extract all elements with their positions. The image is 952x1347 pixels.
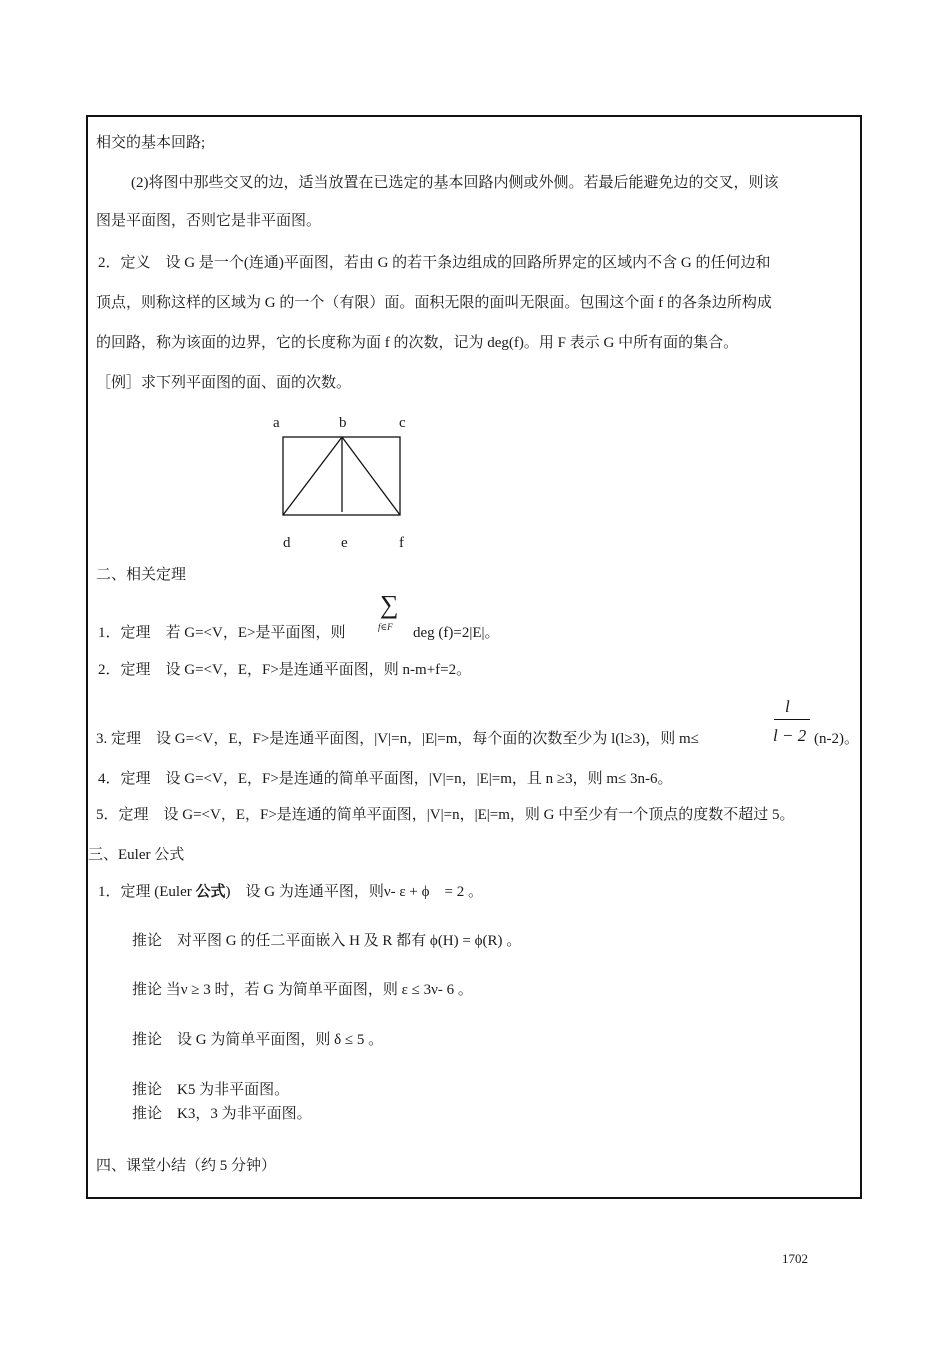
- corollary-1: 推论 对平图 G 的任二平面嵌入 H 及 R 都有 ϕ(H) = ϕ(R) 。: [132, 933, 522, 949]
- euler-theorem-end: ) 设 G 为连通平图，则ν- ε + ϕ = 2 。: [225, 884, 483, 900]
- page-number: 1702: [782, 1251, 808, 1266]
- theorem-5: 5．定理 设 G=<V，E，F>是连通的简单平面图，|V|=n，|E|=m，则 G 中至少有一个顶点的度数不超过 5。: [96, 807, 795, 823]
- theorem-4: 4．定理 设 G=<V，E，F>是连通的简单平面图，|V|=n，|E|=m，且 n ≥3，则 m≤ 3n-6。: [98, 771, 673, 787]
- text-line: (2)将图中那些交叉的边，适当放置在已选定的基本回路内侧或外侧。若最后能避免边的交叉，则该: [131, 175, 779, 191]
- theorem-1-tail: deg (f)=2|E|。: [413, 625, 500, 641]
- section-heading: 三、Euler 公式: [88, 847, 185, 863]
- fraction-denominator: l − 2: [773, 726, 807, 745]
- summation-subscript: f∈F: [378, 622, 393, 632]
- euler-theorem-start: 1．定理 (Euler: [98, 884, 196, 900]
- theorem-3: 3. 定理 设 G=<V，E，F>是连通平面图，|V|=n，|E|=m，每个面的次数至少为 l(l≥3)，则 m≤: [96, 731, 699, 747]
- text-line: 的回路，称为该面的边界，它的长度称为面 f 的次数，记为 deg(f)。用 F 表示 G 中所有面的集合。: [96, 335, 739, 351]
- vertex-label-c: c: [399, 415, 406, 431]
- text-line: 相交的基本回路;: [96, 135, 206, 151]
- edge-b-f: [342, 437, 400, 515]
- example-heading: ［例］求下列平面图的面、面的次数。: [96, 375, 352, 391]
- euler-formula-word: 公式: [195, 882, 226, 900]
- corollary-4: 推论 K5 为非平面图。: [132, 1082, 290, 1098]
- text-line: 图是平面图，否则它是非平面图。: [96, 213, 322, 229]
- text-line: 顶点，则称这样的区域为 G 的一个（有限）面。面积无限的面叫无限面。包围这个面 f 的各条边所构成: [96, 295, 772, 311]
- section-heading: 二、相关定理: [96, 567, 187, 583]
- vertex-label-d: d: [283, 535, 291, 551]
- vertex-label-b: b: [339, 415, 347, 431]
- corollary-5: 推论 K3，3 为非平面图。: [132, 1106, 312, 1122]
- edge-b-d: [283, 437, 342, 515]
- fraction-bar: [774, 719, 810, 720]
- theorem-2: 2．定理 设 G=<V，E，F>是连通平面图，则 n-m+f=2。: [98, 662, 472, 678]
- corollary-3: 推论 设 G 为简单平面图，则 δ ≤ 5 。: [132, 1032, 384, 1048]
- summation-symbol: ∑: [380, 590, 399, 619]
- vertex-label-a: a: [273, 415, 280, 431]
- definition-line: 2．定义 设 G 是一个(连通)平面图，若由 G 的若干条边组成的回路所界定的区域内不含 G 的任何边和: [98, 255, 771, 271]
- theorem-3-tail: (n-2)。: [814, 731, 859, 747]
- fraction-numerator: l: [785, 697, 790, 716]
- euler-theorem: [98, 881, 483, 902]
- section-heading: 四、课堂小结（约 5 分钟）: [96, 1158, 277, 1174]
- vertex-label-e: e: [341, 535, 348, 551]
- planar-graph-diagram: [280, 434, 404, 518]
- corollary-2: 推论 当ν ≥ 3 时，若 G 为简单平面图，则 ε ≤ 3ν- 6 。: [132, 982, 473, 998]
- theorem-1: 1．定理 若 G=<V，E>是平面图，则: [98, 625, 346, 641]
- vertex-label-f: f: [399, 535, 404, 551]
